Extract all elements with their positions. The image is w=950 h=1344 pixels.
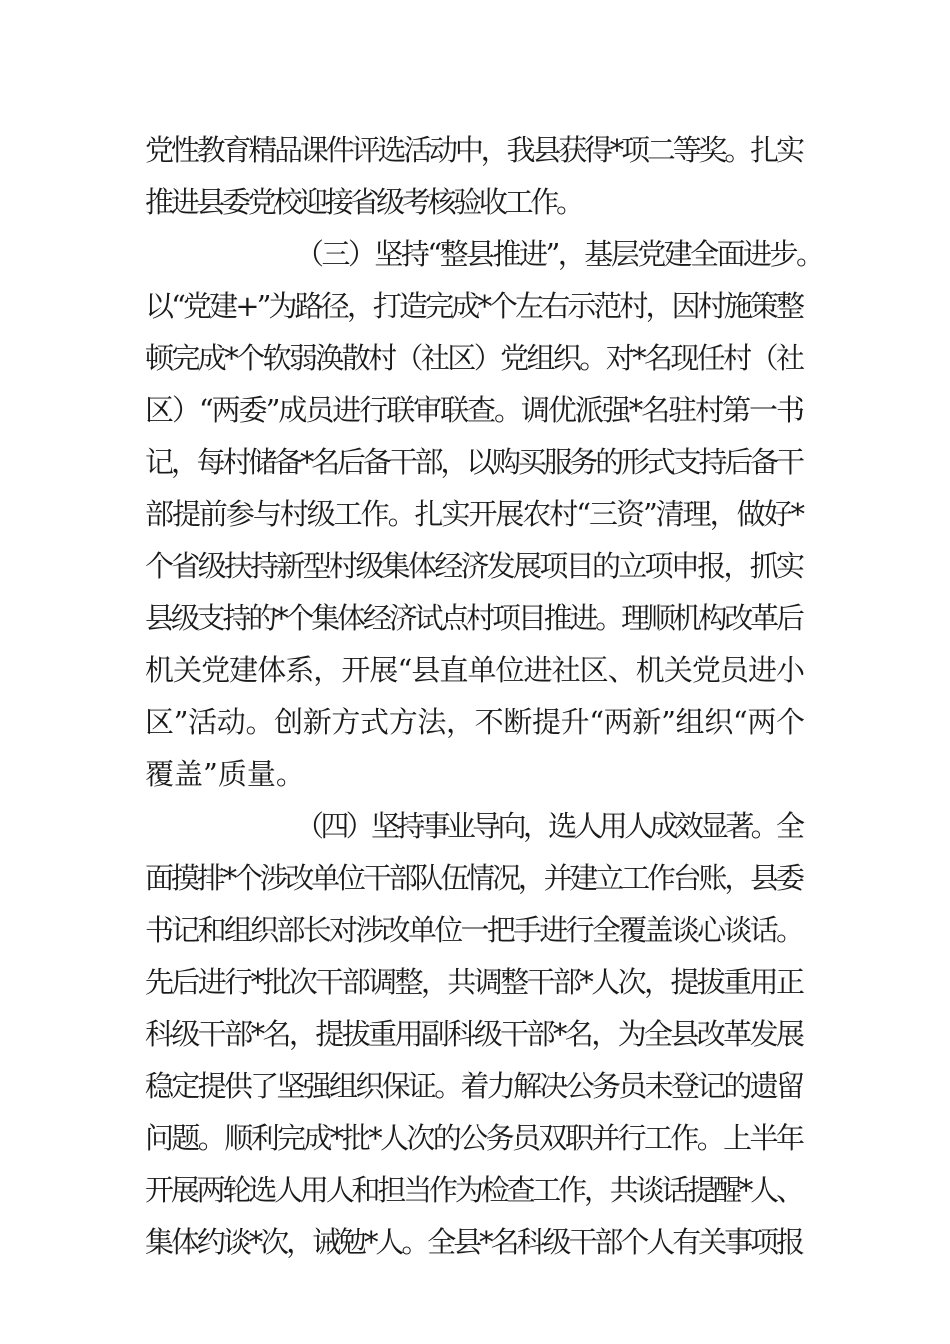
text-line: 集体约谈*次，诫勉*人。全县*名科级干部个人有关事项报: [145, 1225, 802, 1259]
text-line: 面摸排*个涉改单位干部队伍情况，并建立工作台账，县委: [145, 861, 802, 895]
text-line: 覆盖”质量。: [145, 757, 305, 791]
text-line: 个省级扶持新型村级集体经济发展项目的立项申报，抓实: [145, 549, 803, 583]
text-line: 开展两轮选人用人和担当作为检查工作，共谈话提醒*人、: [145, 1173, 802, 1207]
text-line: 顿完成*个软弱涣散村（社区）党组织。对*名现任村（社: [145, 341, 803, 375]
text-line: 问题。顺利完成*批*人次的公务员双职并行工作。上半年: [145, 1121, 803, 1155]
text-line: 以“党建+”为路径，打造完成*个左右示范村，因村施策整: [145, 289, 803, 323]
text-line: 县级支持的*个集体经济试点村项目推进。理顺机构改革后: [145, 601, 802, 635]
text-line: 稳定提供了坚强组织保证。着力解决公务员未登记的遗留: [145, 1069, 803, 1103]
text-line: 书记和组织部长对涉改单位一把手进行全覆盖谈心谈话。: [145, 913, 803, 947]
text-line: 先后进行*批次干部调整，共调整干部*人次，提拔重用正: [145, 965, 803, 999]
text-line: 区”活动。创新方式方法，不断提升“两新”组织“两个: [145, 705, 805, 739]
text-line: 科级干部*名，提拔重用副科级干部*名，为全县改革发展: [145, 1017, 803, 1051]
text-line: 部提前参与村级工作。扎实开展农村“三资”清理，做好*: [145, 497, 803, 531]
text-line: 记，每村储备*名后备干部，以购买服务的形式支持后备干: [145, 445, 802, 479]
section-heading: （四）坚持事业导向，选人用人成效显著。全: [295, 809, 802, 843]
text-line: 党性教育精品课件评选活动中，我县获得*项二等奖。扎实: [145, 133, 802, 167]
text-line: 区）“两委”成员进行联审联查。调优派强*名驻村第一书: [145, 393, 803, 427]
text-line: 机关党建体系，开展“县直单位进社区、机关党员进小: [145, 653, 805, 687]
text-line: 推进县委党校迎接省级考核验收工作。: [145, 185, 582, 219]
section-heading: （三）坚持“整县推进”，基层党建全面进步。: [295, 237, 823, 271]
